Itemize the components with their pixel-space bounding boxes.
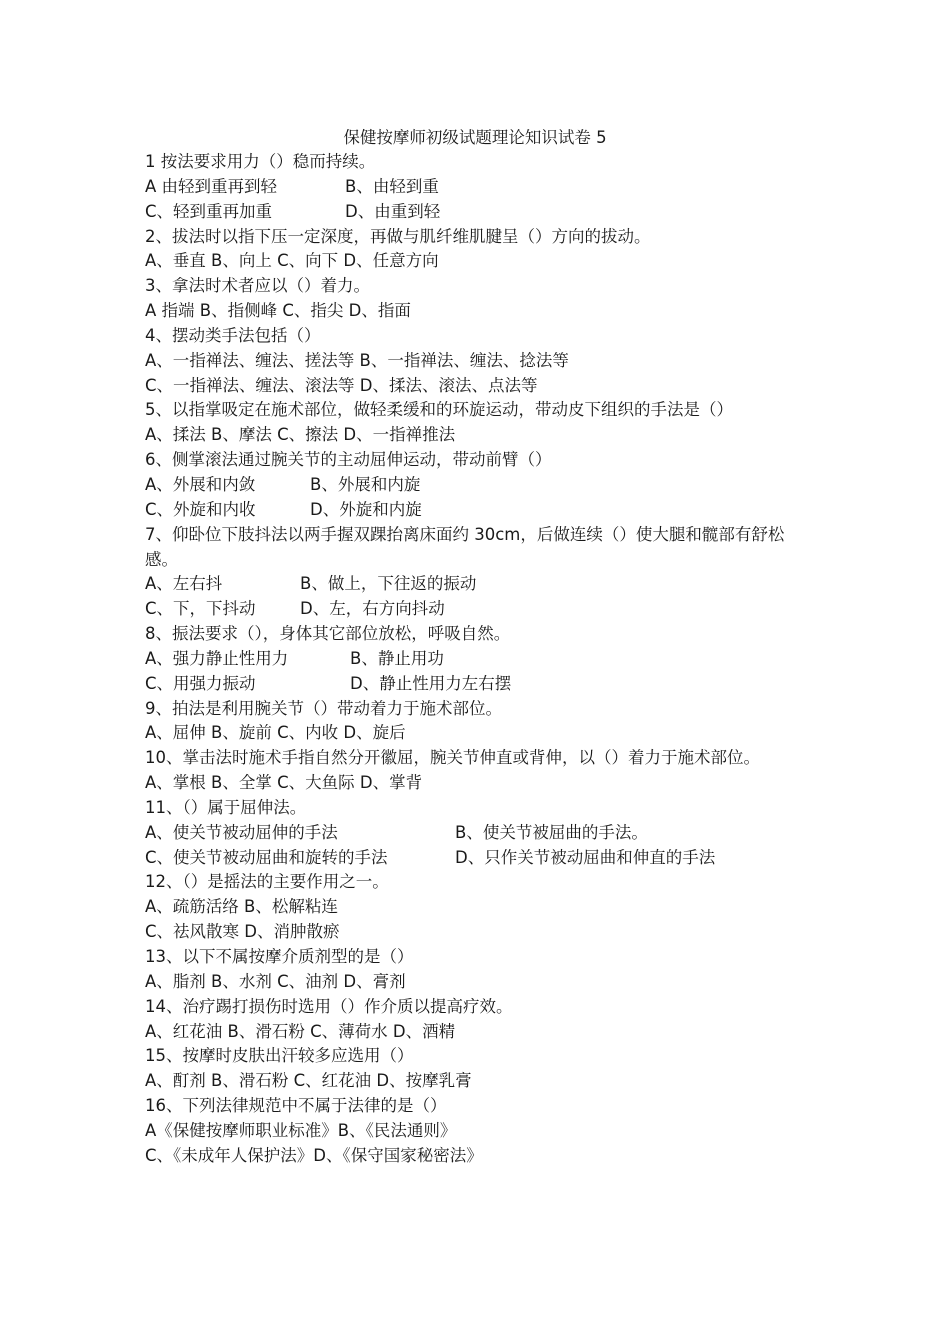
question-text: 3、拿法时术者应以（）着力。 [145, 276, 370, 296]
option-text: A、垂直 B、向上 C、向下 D、任意方向 [145, 251, 439, 271]
question-block [145, 746, 810, 796]
option-row [145, 572, 810, 597]
option-text: A、疏筋活络 B、松解粘连 [145, 897, 338, 917]
question-block [145, 1044, 810, 1094]
option-row [145, 920, 810, 945]
option-text: B、静止用功 [350, 648, 444, 668]
option-text: A 由轻到重再到轻 [145, 176, 278, 196]
option-text: C、下，下抖动 [145, 599, 256, 619]
option-text: A、强力静止性用力 [145, 648, 289, 668]
question-text: 2、拔法时以指下压一定深度，再做与肌纤维肌腱呈（）方向的拔动。 [145, 226, 651, 246]
question-block [145, 622, 810, 697]
option-text: A、一指禅法、缠法、搓法等 B、一指禅法、缠法、捻法等 [145, 350, 569, 370]
option-row [145, 299, 810, 324]
question-text: 16、下列法律规范中不属于法律的是（） [145, 1096, 447, 1116]
option-row [145, 249, 810, 274]
option-row [145, 498, 810, 523]
option-row [145, 771, 810, 796]
option-row [145, 846, 810, 871]
question-text: 5、以指掌吸定在施术部位，做轻柔缓和的环旋运动，带动皮下组织的手法是（） [145, 400, 733, 420]
option-text: D、静止性用力左右摆 [350, 673, 512, 693]
option-row [145, 895, 810, 920]
option-text: D、由重到轻 [345, 201, 441, 221]
option-row [145, 473, 810, 498]
option-text: A、酊剂 B、滑石粉 C、红花油 D、按摩乳膏 [145, 1071, 472, 1091]
option-row [145, 647, 810, 672]
option-text: A、使关节被动屈伸的手法 [145, 822, 338, 842]
question-text: 1 按法要求用力（）稳而持续。 [145, 152, 376, 171]
question-text: 8、振法要求（），身体其它部位放松，呼吸自然。 [145, 624, 511, 644]
option-text: A、红花油 B、滑石粉 C、薄荷水 D、酒精 [145, 1021, 456, 1041]
question-block [145, 225, 810, 275]
question-block [145, 150, 810, 225]
option-row [145, 1119, 810, 1144]
option-row [145, 1144, 810, 1169]
option-row [145, 374, 810, 399]
option-text: B、由轻到重 [345, 176, 439, 196]
option-text: B、使关节被屈曲的手法。 [455, 822, 648, 842]
question-text: 11、（）属于屈伸法。 [145, 797, 307, 817]
option-text: C、用强力振动 [145, 673, 256, 693]
option-row [145, 821, 810, 846]
option-text: C、《未成年人保护法》D、《保守国家秘密法》 [145, 1145, 483, 1165]
option-text: C、外旋和内收 [145, 499, 256, 519]
option-text: A、屈伸 B、旋前 C、内收 D、旋后 [145, 723, 406, 743]
option-text: C、轻到重再加重 [145, 201, 273, 221]
option-text: A、外展和内敛 [145, 474, 256, 494]
question-block [145, 945, 810, 995]
question-block [145, 995, 810, 1045]
question-block [145, 398, 810, 448]
option-text: C、使关节被动屈曲和旋转的手法 [145, 847, 388, 867]
option-row [145, 672, 810, 697]
option-row [145, 1069, 810, 1094]
option-row [145, 721, 810, 746]
option-text: A、揉法 B、摩法 C、擦法 D、一指禅推法 [145, 425, 456, 445]
question-block [145, 324, 810, 399]
option-row [145, 200, 810, 225]
question-list [145, 150, 810, 1169]
option-text: D、外旋和内旋 [310, 499, 422, 519]
question-block [145, 1094, 810, 1169]
option-text: D、只作关节被动屈曲和伸直的手法 [455, 847, 716, 867]
question-text: 12、（）是摇法的主要作用之一。 [145, 872, 389, 892]
option-row [145, 1020, 810, 1045]
option-text: A、左右抖 [145, 574, 223, 594]
option-text: A《保健按摩师职业标准》B、《民法通则》 [145, 1120, 457, 1140]
option-row [145, 349, 810, 374]
question-text: 4、摆动类手法包括（） [145, 325, 321, 345]
question-block [145, 870, 810, 945]
question-block [145, 796, 810, 871]
question-text: 13、以下不属按摩介质剂型的是（） [145, 947, 414, 966]
option-row [145, 970, 810, 995]
question-text: 7、仰卧位下肢抖法以两手握双踝抬离床面约 30cm，后做连续（）使大腿和髋部有舒松感。 [145, 524, 785, 569]
option-text: B、做上，下往返的振动 [300, 574, 477, 594]
question-text: 10、掌击法时施术手指自然分开徽屈，腕关节伸直或背伸，以（）着力于施术部位。 [145, 748, 760, 768]
question-text: 6、侧掌滚法通过腕关节的主动屈伸运动，带动前臂（） [145, 450, 552, 470]
option-text: A、脂剂 B、水剂 C、油剂 D、膏剂 [145, 971, 406, 991]
option-row [145, 423, 810, 448]
option-text: C、祛风散寒 D、消肿散瘀 [145, 922, 340, 942]
option-text: A 指端 B、指侧峰 C、指尖 D、指面 [145, 301, 411, 321]
option-text: A、掌根 B、全掌 C、大鱼际 D、掌背 [145, 773, 423, 793]
question-block [145, 523, 810, 622]
option-text: D、左，右方向抖动 [300, 599, 445, 619]
question-text: 15、按摩时皮肤出汗较多应选用（） [145, 1046, 414, 1066]
question-block [145, 448, 810, 523]
question-block [145, 274, 810, 324]
option-text: B、外展和内旋 [310, 474, 421, 494]
question-block [145, 697, 810, 747]
question-text: 14、治疗踢打损伤时选用（）作介质以提高疗效。 [145, 996, 513, 1016]
question-text: 9、拍法是利用腕关节（）带动着力于施术部位。 [145, 698, 502, 718]
option-row [145, 597, 810, 622]
page-title: 保健按摩师初级试题理论知识试卷 5 [343, 128, 607, 147]
option-text: C、一指禅法、缠法、滚法等 D、揉法、滚法、点法等 [145, 375, 538, 395]
option-row [145, 175, 810, 200]
